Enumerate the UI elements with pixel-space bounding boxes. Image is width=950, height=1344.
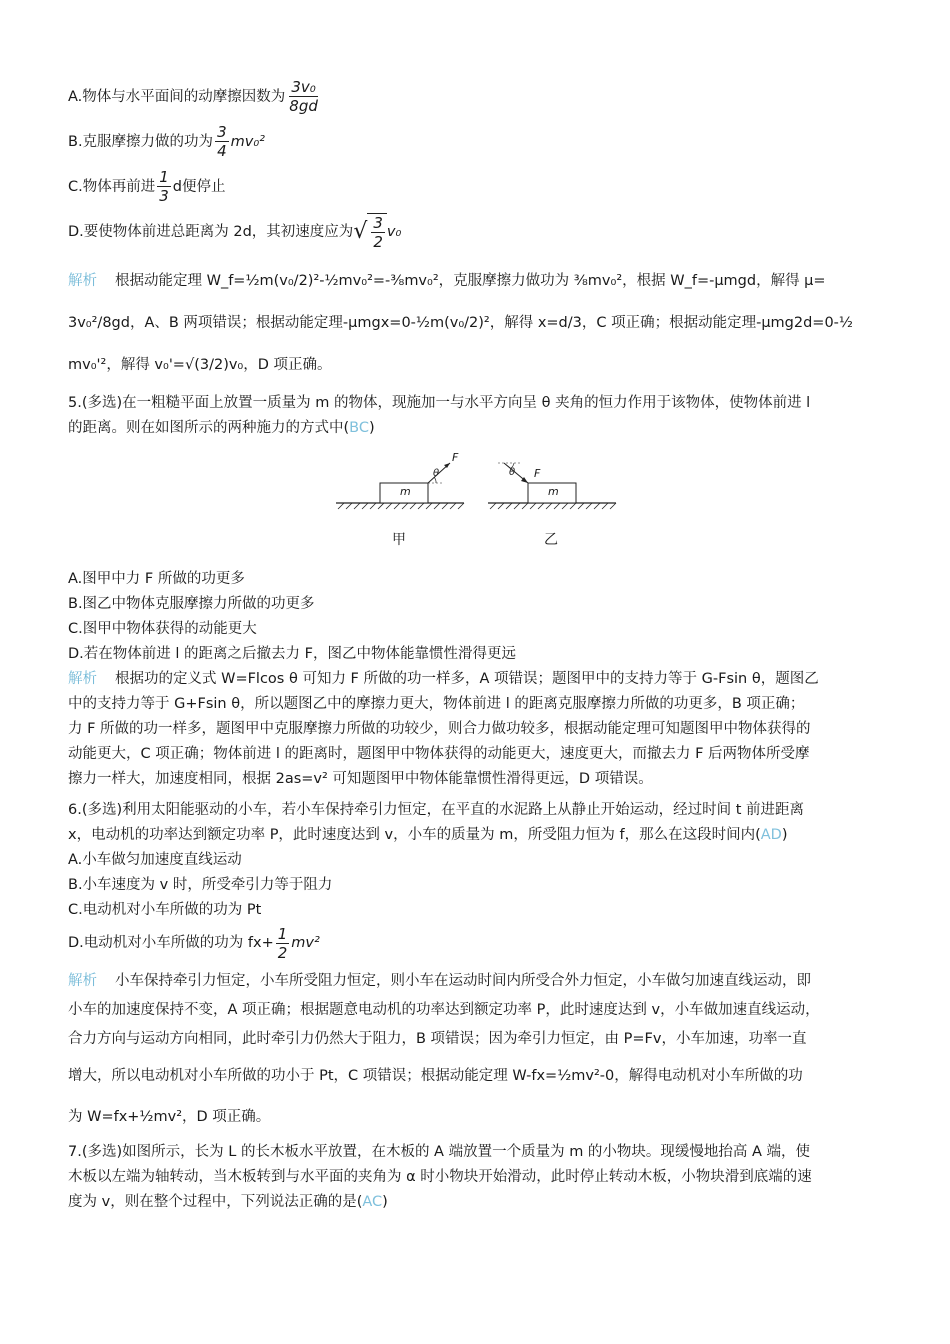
q5-figure — [68, 449, 888, 559]
stem-line-end: ) — [382, 1194, 388, 1210]
stem-line-end: ) — [781, 827, 788, 843]
q4-option-b — [68, 123, 888, 160]
denominator: 2 — [373, 233, 383, 251]
q4-option-d — [68, 213, 888, 251]
angle-label-right: θ — [509, 467, 516, 478]
q6-option-d — [68, 923, 888, 963]
q6-options — [68, 848, 888, 963]
option-tail: mv² — [291, 935, 320, 951]
block-label-right: m — [548, 485, 559, 498]
q7-stem — [68, 1140, 888, 1215]
analysis-line: 力 F 所做的功一样多，题图甲中克服摩擦力所做的功较少，则合力做功较多，根据动能定理可知题图甲中物体获得的 — [68, 721, 811, 737]
q6-stem — [68, 798, 888, 848]
stem-line: 木板以左端为轴转动，当木板转到与水平面的夹角为 α 时小物块开始滑动，此时停止转动木板，小物块滑到底端的速 — [68, 1169, 812, 1185]
stem-line: 的距离。则在如图所示的两种施力的方式中( — [68, 420, 350, 436]
stem-line: x，电动机的功率达到额定功率 P，此时速度达到 v，小车的质量为 m，所受阻力恒为 f，那么在这段时间内( — [68, 827, 761, 843]
option-text: B.克服摩擦力做的功为 — [68, 133, 214, 150]
q4-option-c — [68, 168, 888, 205]
stem-line: 5.(多选)在一粗糙平面上放置一质量为 m 的物体，现施加一与水平方向呈 θ 夹角的恒力作用于该物体，使物体前进 l — [68, 395, 811, 411]
q6-option-c: C.电动机对小车所做的功为 Pt — [68, 902, 262, 918]
analysis-line: mv₀'²，解得 v₀'=√(3/2)v₀，D 项正确。 — [68, 357, 332, 373]
analysis-line: 小车的加速度保持不变，A 项正确；根据题意电动机的功率达到额定功率 P，此时速度达到 v，小车做加速直线运动， — [68, 1002, 820, 1018]
force-label-right: F — [534, 467, 541, 480]
q5-option-a: A.图甲中力 F 所做的功更多 — [68, 571, 245, 587]
numerator: 3 — [373, 214, 383, 232]
block-label-left: m — [400, 485, 411, 498]
analysis-line: 合力方向与运动方向相同，此时牵引力仍然大于阻力，B 项错误；因为牵引力恒定，由 P=Fv，小车加速，功率一直 — [68, 1031, 807, 1047]
q5-option-b: B.图乙中物体克服摩擦力所做的功更多 — [68, 596, 315, 612]
numerator: 3v₀ — [291, 78, 316, 96]
option-text: D.电动机对小车所做的功为 fx+ — [68, 935, 274, 951]
option-text: D.要使物体前进总距离为 2d，其初速度应为 — [68, 224, 354, 240]
option-tail: mv₀² — [230, 133, 265, 150]
force-label-left: F — [452, 451, 459, 464]
force-diagram — [68, 449, 888, 559]
option-tail: v₀ — [386, 224, 402, 240]
option-text: A.物体与水平面间的动摩擦因数为 — [68, 88, 286, 105]
analysis-line: 中的支持力等于 G+Fsin θ，所以题图乙中的摩擦力更大，物体前进 l 的距离克服摩擦力所做的功更多，B 项正确； — [68, 696, 805, 712]
option-tail: d便停止 — [172, 178, 226, 195]
answer-key: AD — [760, 827, 782, 843]
fraction — [215, 123, 229, 160]
denominator: 3 — [159, 187, 169, 205]
answer-key: AC — [362, 1194, 383, 1210]
q4-option-a — [68, 78, 888, 115]
q5-stem — [68, 391, 888, 441]
figure-label-yi: 乙 — [544, 532, 558, 548]
fraction — [157, 168, 171, 205]
analysis-label: 解析 — [68, 973, 97, 989]
analysis-line: 小车保持牵引力恒定，小车所受阻力恒定，则小车在运动时间内所受合外力恒定，小车做匀加速直线运动，即 — [115, 973, 811, 989]
document-page — [68, 72, 888, 1215]
q6-option-b: B.小车速度为 v 时，所受牵引力等于阻力 — [68, 877, 333, 893]
analysis-line: 动能更大，C 项正确；物体前进 l 的距离时，题图甲中物体获得的动能更大，速度更大，而撤去力 F 后两物体所受摩 — [68, 746, 810, 762]
q6-option-a: A.小车做匀加速度直线运动 — [68, 852, 242, 868]
square-root: √ $\frac{3}{2}$ — [353, 213, 387, 251]
analysis-label: 解析 — [68, 273, 97, 289]
option-text: C.物体再前进 — [68, 178, 156, 195]
stem-line: 度为 v，则在整个过程中，下列说法正确的是( — [68, 1194, 363, 1210]
q6-analysis — [68, 969, 888, 1130]
analysis-line: 根据功的定义式 W=Flcos θ 可知力 F 所做的功一样多，A 项错误；题图甲中的支持力等于 G-Fsin θ，题图乙 — [115, 671, 819, 687]
analysis-line: 3v₀²/8gd，A、B 两项错误；根据动能定理-μmgx=0-½m(v₀/2)²，解得 x=d/3，C 项正确；根据动能定理-μmg2d=0-½ — [68, 315, 853, 331]
stem-line-end: ) — [368, 420, 375, 436]
numerator: 1 — [277, 924, 288, 943]
fraction — [287, 78, 320, 115]
analysis-label: 解析 — [68, 671, 97, 687]
figure-label-jia: 甲 — [392, 532, 406, 548]
numerator: 1 — [159, 168, 169, 186]
stem-line: 7.(多选)如图所示，长为 L 的长木板水平放置，在木板的 A 端放置一个质量为 m 的小物块。现缓慢地抬高 A 端，使 — [68, 1144, 811, 1160]
q5-analysis — [68, 667, 888, 792]
fraction — [276, 925, 290, 962]
denominator: 2 — [277, 943, 288, 962]
denominator: 8gd — [289, 97, 318, 115]
analysis-line: 擦力一样大，加速度相同，根据 2as=v² 可知题图甲中物体能靠惯性滑得更远，D 项错误。 — [68, 771, 653, 787]
analysis-line: 根据动能定理 W_f=½m(v₀/2)²-½mv₀²=-⅜mv₀²，克服摩擦力做功为 ⅜mv₀²，根据 W_f=-μmgd，解得 μ= — [115, 273, 826, 289]
q4-analysis — [68, 261, 888, 385]
analysis-line: 增大，所以电动机对小车所做的功小于 Pt，C 项错误；根据动能定理 W-fx=½mv²-0，解得电动机对小车所做的功 — [68, 1068, 803, 1084]
analysis-line: 为 W=fx+½mv²，D 项正确。 — [68, 1109, 271, 1125]
q5-option-d: D.若在物体前进 l 的距离之后撤去力 F，图乙中物体能靠惯性滑得更远 — [68, 646, 516, 662]
denominator: 4 — [217, 142, 227, 160]
angle-label-left: θ — [433, 468, 440, 479]
q5-option-c: C.图甲中物体获得的动能更大 — [68, 621, 257, 637]
stem-line: 6.(多选)利用太阳能驱动的小车，若小车保持牵引力恒定，在平直的水泥路上从静止开始运动，经过时间 t 前进距离 — [68, 802, 805, 818]
fraction — [371, 214, 385, 251]
numerator: 3 — [217, 123, 227, 141]
q5-options — [68, 567, 888, 667]
answer-key: BC — [349, 420, 369, 436]
